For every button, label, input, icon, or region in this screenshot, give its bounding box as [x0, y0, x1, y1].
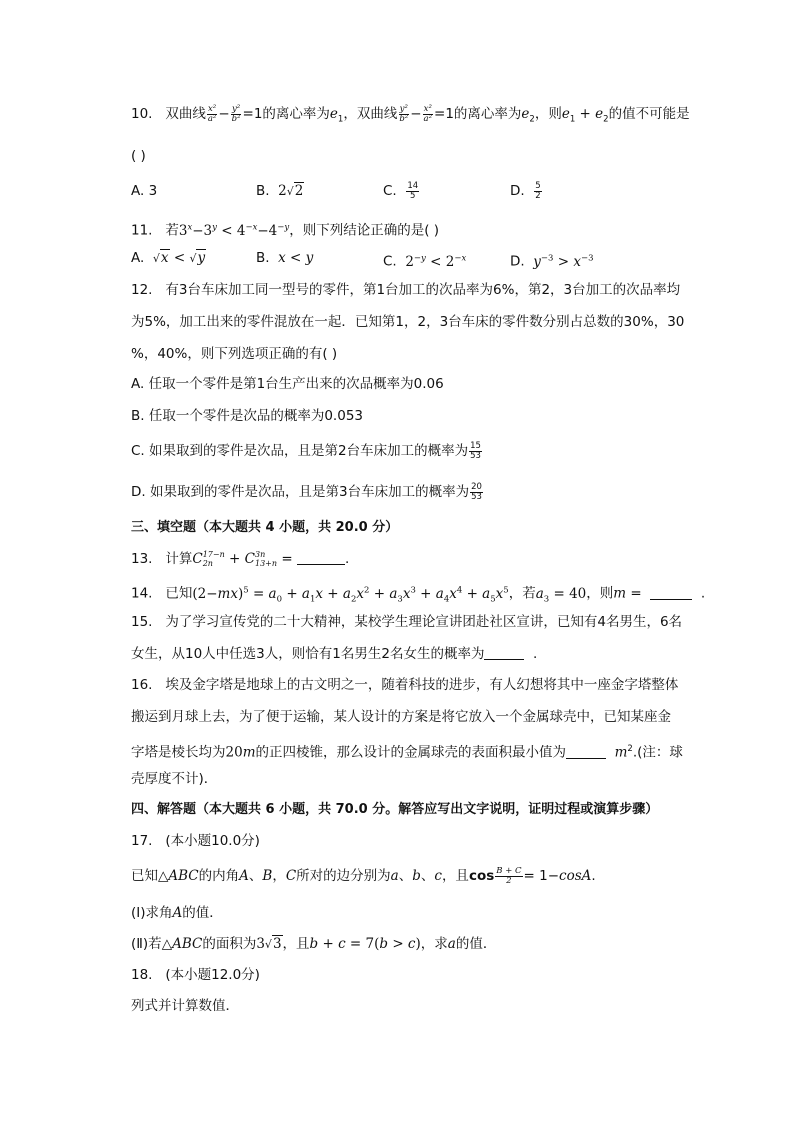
fraction: $\frac{\text{x²}}{\text{a²}}$: [207, 103, 217, 124]
q11-option-a: A. √x < √y: [131, 250, 206, 266]
fraction: $\frac{\text{x²}}{\text{a²}}$: [423, 103, 432, 124]
q10-stem: 10. 双曲线 $\frac{\text{x²}}{\text{a²}}$ − $\frac{\text{y²}}{\text{b²}}$ =1的离心率为$e_1$，双曲线 $\frac{\text{y²}}{\text{b²}}$ − $\frac{\text{x²}}{\text{a²}}$ =1的离心率为$e_2$，则$e_1 + e_2$的值不可能是: [131, 103, 690, 125]
q15-stem-line2: 女生，从10人中任选3人，则恰有1名男生2名女生的概率为 .: [131, 646, 538, 662]
q11-option-d: D. $y^{-3} > x^{-3}$: [510, 253, 594, 270]
q15-stem-line1: 15. 为了学习宣传党的二十大精神，某校学生理论宣讲团赴社区宣讲，已知有4名男生，6名: [131, 614, 683, 630]
section-heading: 四、解答题（本大题共 6 小题，共 70.0 分。解答应写出文字说明，证明过程或演算步骤）: [131, 802, 659, 817]
q12-option-b: B. 任取一个零件是次品的概率为0.053: [131, 408, 363, 424]
q17-stem: 已知△ABC的内角A、B，C所对的边分别为a、b、c，且cos $\frac{B + C}{2}$ = 1−cosA.: [131, 865, 596, 886]
q10-option-d: D. $\frac{5}{2}$: [510, 180, 541, 201]
q11-option-b: B. x < y: [256, 250, 314, 266]
q10-option-a: A. 3: [131, 183, 158, 199]
q16-stem-line1: 16. 埃及金字塔是地球上的古文明之一，随着科技的进步，有人幻想将其中一座金字塔整体: [131, 677, 679, 693]
q10-paren: ( ): [131, 148, 146, 164]
q18-stem: 列式并计算数值．: [131, 998, 239, 1014]
q11-option-c: C. $2^{-y} < 2^{-x}$: [383, 253, 467, 270]
q13-stem: 13. 计算C 17−n 2n + C 3n 13+n = .: [131, 550, 350, 568]
q17-part1: (Ⅰ)求角A的值．: [131, 905, 223, 921]
q14-stem: 14. 已知$(2-mx)^5 = a_0 + a_1x + a_2x^2 + a_3x^3 + a_4x^4 + a_5x^5$，若$a_3 = 40$，则m = .: [131, 585, 706, 605]
q12-stem-line3: %，40%，则下列选项正确的有( ): [131, 346, 338, 362]
q12-option-c: C. 如果取到的零件是次品，且是第2台车床加工的概率为 $\frac{15}{53}$: [131, 440, 481, 461]
q12-option-a: A. 任取一个零件是第1台生产出来的次品概率为0.06: [131, 376, 444, 392]
q12-option-d: D. 如果取到的零件是次品，且是第3台车床加工的概率为 $\frac{20}{53}$: [131, 481, 482, 502]
q16-stem-line4: 壳厚度不计)．: [131, 771, 218, 787]
fraction: $\frac{\text{y²}}{\text{b²}}$: [399, 103, 409, 124]
q17-part2: (Ⅱ)若△ABC的面积为3√3，且b + c = 7(b > c)，求a的值．: [131, 936, 497, 952]
q10-option-c: C. $\frac{14}{5}$: [383, 180, 419, 201]
section-heading: 三、填空题（本大题共 4 小题，共 20.0 分）: [131, 520, 399, 535]
q11-stem: 11. 若$3^x-3^y < 4^{-x}-4^{-y}$，则下列结论正确的是( ): [131, 222, 440, 239]
question-number: 10.: [131, 106, 153, 122]
q16-stem-line2: 搬运到月球上去，为了便于运输，某人设计的方案是将它放入一个金属球壳中，已知某座金: [131, 709, 671, 725]
q18-header: 18. (本小题12.0分): [131, 967, 260, 983]
question-number: 11.: [131, 222, 153, 239]
q12-stem-line2: 为5%，加工出来的零件混放在一起．已知第1，2，3台车床的零件数分别占总数的30%，30: [131, 314, 685, 330]
q17-header: 17. (本小题10.0分): [131, 833, 260, 849]
q12-stem-line1: 12. 有3台车床加工同一型号的零件，第1台加工的次品率为6%，第2，3台加工的次品率均: [131, 282, 681, 298]
q10-option-b: B. 2√2: [256, 183, 304, 199]
fraction: $\frac{\text{y²}}{\text{b²}}$: [231, 103, 241, 124]
q16-stem-line3: 字塔是棱长均为20m的正四棱锥，那么设计的金属球壳的表面积最小值为 $m^2$.(注：球: [131, 744, 683, 761]
